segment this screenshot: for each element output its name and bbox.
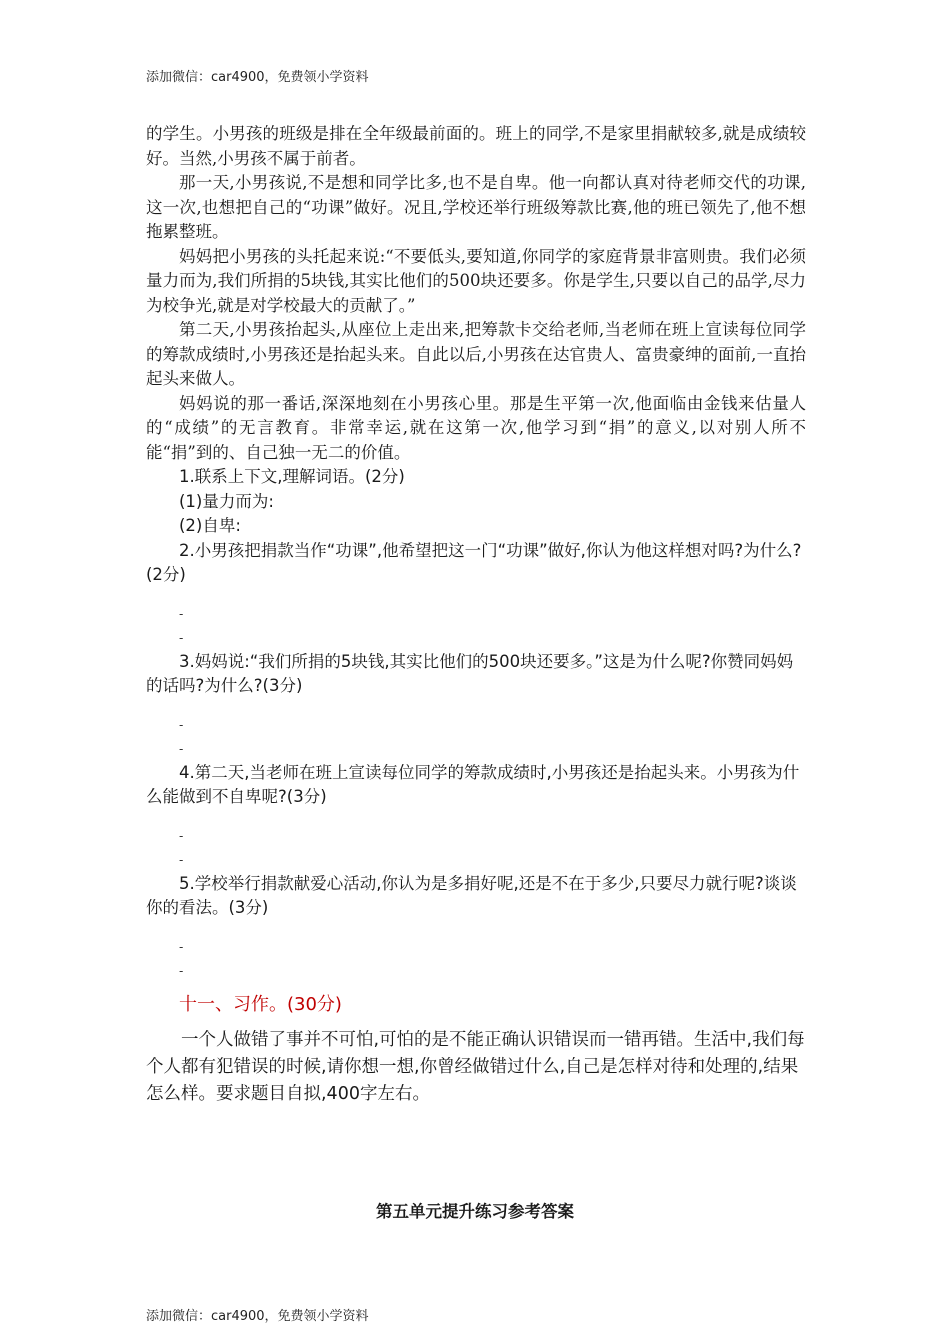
answer-line: - bbox=[179, 741, 184, 756]
answer-line: - bbox=[179, 606, 184, 621]
answer-line: - bbox=[179, 963, 184, 978]
answer-line: - bbox=[179, 717, 184, 732]
story-paragraph: 妈妈把小男孩的头托起来说:“不要低头,要知道,你同学的家庭背景非富则贵。我们必须量力而为,我们所捐的5块钱,其实比他们的500块还要多。你是学生,只要以自己的品学,尽力为校争光,就是对学校最大的贡献了。” bbox=[146, 246, 806, 315]
writing-prompt: 一个人做错了事并不可怕,可怕的是不能正确认识错误而一错再错。生活中,我们每个人都有犯错误的时候,请你想一想,你曾经做错过什么,自己是怎样对待和处理的,结果怎么样。要求题目自拟,400字左右。 bbox=[146, 1030, 805, 1104]
story-paragraph: 的学生。小男孩的班级是排在全年级最前面的。班上的同学,不是家里捐献较多,就是成绩较好。当然,小男孩不属于前者。 bbox=[146, 124, 806, 168]
question-1-part-1: (1)量力而为: bbox=[179, 491, 274, 511]
story-paragraph: 那一天,小男孩说,不是想和同学比多,也不是自卑。他一向都认真对待老师交代的功课,这一次,也想把自己的“功课”做好。况且,学校还举行班级筹款比赛,他的班已领先了,他不想拖累整班。 bbox=[146, 173, 806, 241]
answer-line: - bbox=[179, 828, 184, 843]
section-title-writing: 十一、习作。(30分) bbox=[179, 993, 342, 1015]
story-paragraph: 第二天,小男孩抬起头,从座位上走出来,把筹款卡交给老师,当老师在班上宣读每位同学的筹款成绩时,小男孩还是抬起头来。自此以后,小男孩在达官贵人、富贵豪绅的面前,一直抬起头来做人。 bbox=[146, 320, 806, 388]
answer-line: - bbox=[179, 852, 184, 867]
page-footer: 添加微信：car4900，免费领小学资料 bbox=[146, 1309, 369, 1324]
story-paragraph: 妈妈说的那一番话,深深地刻在小男孩心里。那是生平第一次,他面临由金钱来估量人的“成绩”的无言教育。非常幸运,就在这第一次,他学习到“捐”的意义,以对别人所不能“捐”到的、自己独一无二的价值。 bbox=[146, 393, 806, 462]
document-body bbox=[146, 122, 806, 1108]
answer-key-title: 第五单元提升练习参考答案 bbox=[376, 1202, 574, 1221]
question-2: 2.小男孩把捐款当作“功课”,他希望把这一门“功课”做好,你认为他这样想对吗?为什么?(2分) bbox=[146, 540, 802, 584]
question-1: 1.联系上下文,理解词语。(2分) bbox=[179, 467, 405, 486]
question-1-part-2: (2)自卑: bbox=[179, 516, 241, 535]
question-5: 5.学校举行捐款献爱心活动,你认为是多捐好呢,还是不在于多少,只要尽力就行呢?谈谈你的看法。(3分) bbox=[146, 873, 797, 917]
question-4: 4.第二天,当老师在班上宣读每位同学的筹款成绩时,小男孩还是抬起头来。小男孩为什么能做到不自卑呢?(3分) bbox=[146, 762, 800, 806]
question-3: 3.妈妈说:“我们所捐的5块钱,其实比他们的500块还要多。”这是为什么呢?你赞同妈妈的话吗?为什么?(3分) bbox=[146, 651, 794, 695]
page-header: 添加微信：car4900，免费领小学资料 bbox=[146, 70, 369, 85]
answer-line: - bbox=[179, 939, 184, 954]
answer-line: - bbox=[179, 630, 184, 645]
